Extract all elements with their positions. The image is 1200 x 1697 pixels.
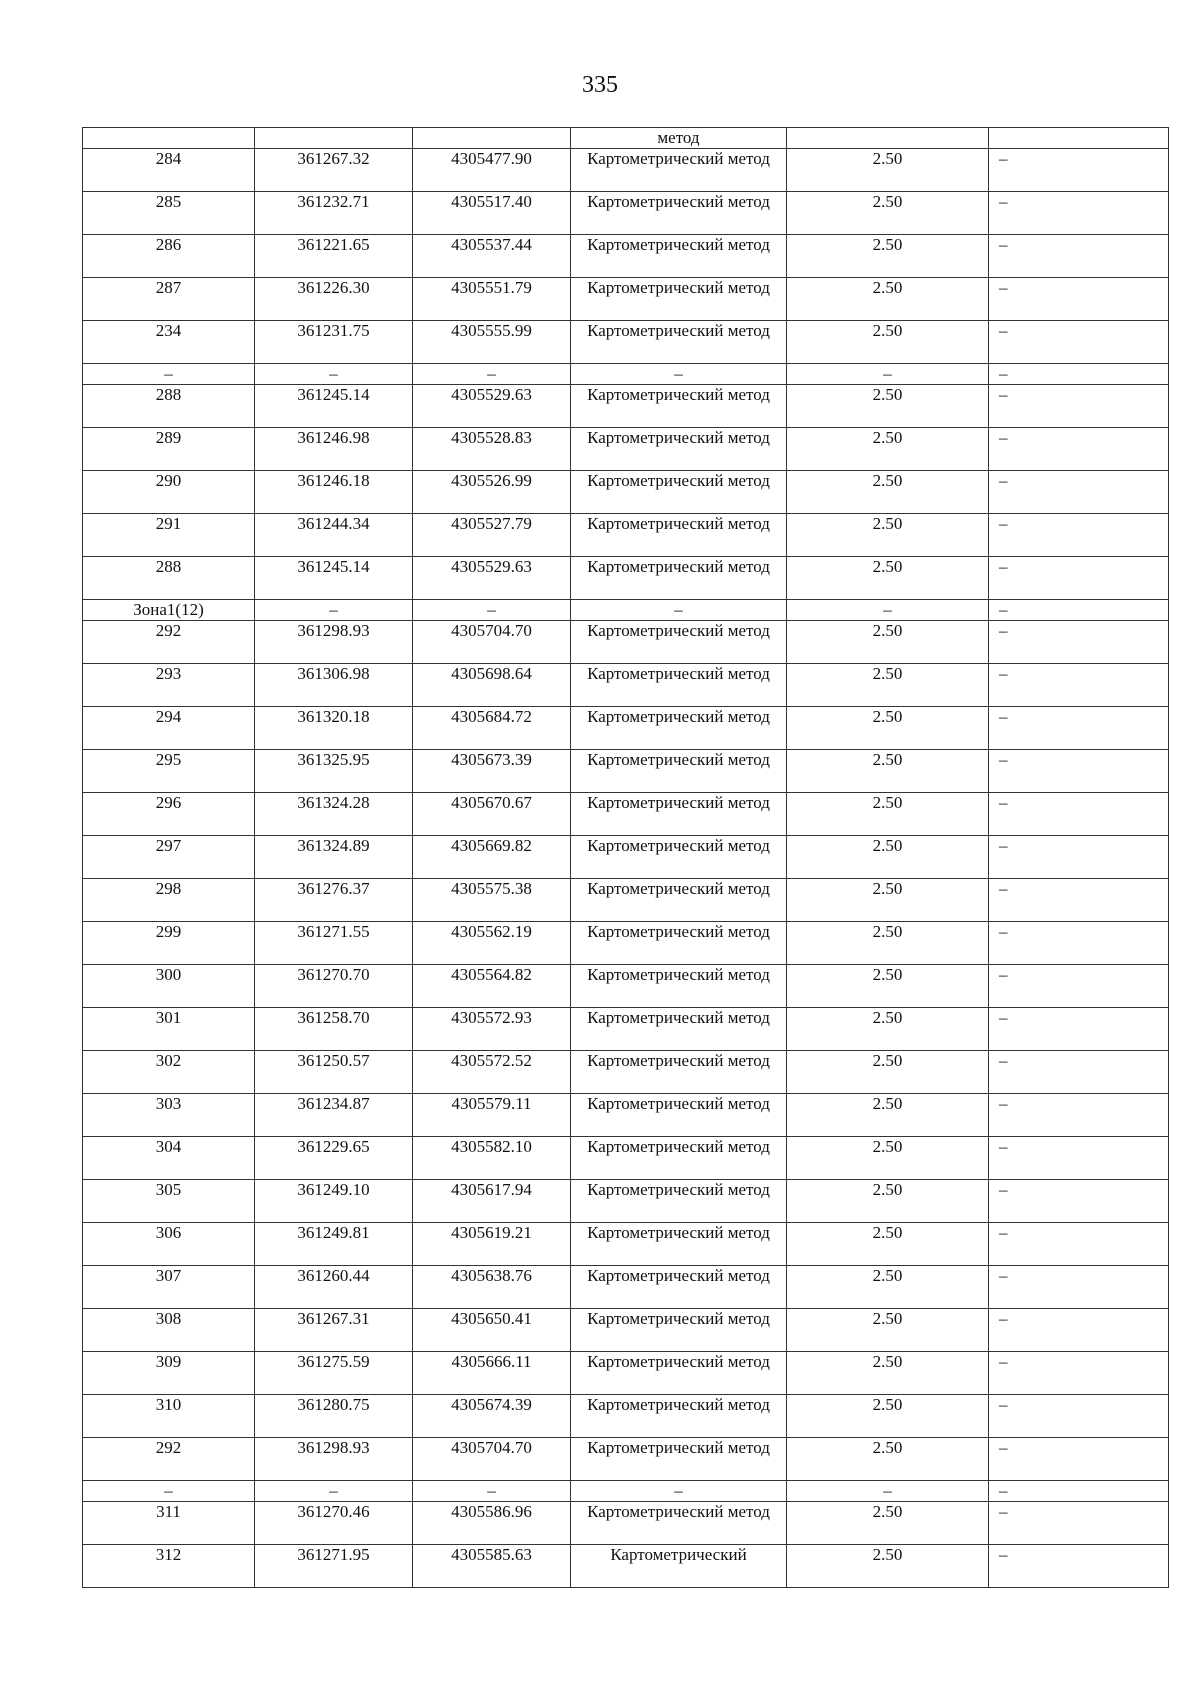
point-number-cell <box>83 128 255 149</box>
x-coordinate-cell: 361258.70 <box>255 1008 413 1051</box>
x-coordinate-cell: 361246.18 <box>255 471 413 514</box>
table-row <box>83 149 1169 192</box>
x-coordinate-cell: 361246.98 <box>255 428 413 471</box>
table-row <box>83 278 1169 321</box>
table-row <box>83 1223 1169 1266</box>
method-cell: Картометрический метод <box>571 1180 787 1223</box>
accuracy-cell: 2.50 <box>787 793 989 836</box>
point-number-cell: 287 <box>83 278 255 321</box>
method-cell: метод <box>571 128 787 149</box>
y-coordinate-cell: – <box>413 1481 571 1502</box>
accuracy-cell: 2.50 <box>787 1094 989 1137</box>
accuracy-cell: 2.50 <box>787 879 989 922</box>
y-coordinate-cell: 4305670.67 <box>413 793 571 836</box>
accuracy-cell: 2.50 <box>787 321 989 364</box>
x-coordinate-cell: 361306.98 <box>255 664 413 707</box>
table-row <box>83 557 1169 600</box>
x-coordinate-cell: 361320.18 <box>255 707 413 750</box>
description-cell: – <box>989 1395 1169 1438</box>
table-row <box>83 514 1169 557</box>
point-number-cell: 303 <box>83 1094 255 1137</box>
y-coordinate-cell: 4305582.10 <box>413 1137 571 1180</box>
method-cell: – <box>571 600 787 621</box>
x-coordinate-cell: 361276.37 <box>255 879 413 922</box>
accuracy-cell: – <box>787 600 989 621</box>
description-cell: – <box>989 1008 1169 1051</box>
y-coordinate-cell: 4305527.79 <box>413 514 571 557</box>
description-cell: – <box>989 836 1169 879</box>
description-cell: – <box>989 385 1169 428</box>
table-row <box>83 128 1169 149</box>
x-coordinate-cell: 361270.46 <box>255 1502 413 1545</box>
method-cell: Картометрический метод <box>571 922 787 965</box>
table-row <box>83 1137 1169 1180</box>
point-number-cell: 298 <box>83 879 255 922</box>
method-cell: Картометрический метод <box>571 385 787 428</box>
accuracy-cell <box>787 128 989 149</box>
table-row <box>83 1438 1169 1481</box>
accuracy-cell: 2.50 <box>787 235 989 278</box>
method-cell: Картометрический метод <box>571 428 787 471</box>
x-coordinate-cell: 361245.14 <box>255 557 413 600</box>
x-coordinate-cell: 361271.55 <box>255 922 413 965</box>
y-coordinate-cell: 4305575.38 <box>413 879 571 922</box>
description-cell: – <box>989 750 1169 793</box>
point-number-cell: 301 <box>83 1008 255 1051</box>
method-cell: Картометрический метод <box>571 1094 787 1137</box>
accuracy-cell: 2.50 <box>787 1545 989 1588</box>
y-coordinate-cell: 4305684.72 <box>413 707 571 750</box>
coordinates-table <box>82 127 1169 1588</box>
method-cell: Картометрический метод <box>571 1309 787 1352</box>
point-number-cell: 310 <box>83 1395 255 1438</box>
point-number-cell: Зона1(12) <box>83 600 255 621</box>
y-coordinate-cell: 4305650.41 <box>413 1309 571 1352</box>
x-coordinate-cell: – <box>255 600 413 621</box>
x-coordinate-cell: 361234.87 <box>255 1094 413 1137</box>
point-number-cell: 300 <box>83 965 255 1008</box>
point-number-cell: 286 <box>83 235 255 278</box>
point-number-cell: 309 <box>83 1352 255 1395</box>
point-number-cell: – <box>83 364 255 385</box>
method-cell: Картометрический метод <box>571 1223 787 1266</box>
description-cell: – <box>989 1223 1169 1266</box>
x-coordinate-cell: 361249.10 <box>255 1180 413 1223</box>
accuracy-cell: 2.50 <box>787 1502 989 1545</box>
method-cell: Картометрический метод <box>571 1051 787 1094</box>
x-coordinate-cell: 361298.93 <box>255 621 413 664</box>
table-row <box>83 1094 1169 1137</box>
point-number-cell: 305 <box>83 1180 255 1223</box>
description-cell: – <box>989 600 1169 621</box>
description-cell: – <box>989 922 1169 965</box>
accuracy-cell: 2.50 <box>787 1309 989 1352</box>
description-cell: – <box>989 514 1169 557</box>
y-coordinate-cell: 4305585.63 <box>413 1545 571 1588</box>
accuracy-cell: 2.50 <box>787 1266 989 1309</box>
y-coordinate-cell <box>413 128 571 149</box>
method-cell: Картометрический метод <box>571 664 787 707</box>
table-row <box>83 1266 1169 1309</box>
description-cell: – <box>989 471 1169 514</box>
accuracy-cell: 2.50 <box>787 1008 989 1051</box>
y-coordinate-cell: 4305562.19 <box>413 922 571 965</box>
x-coordinate-cell: 361244.34 <box>255 514 413 557</box>
x-coordinate-cell: – <box>255 1481 413 1502</box>
table-row <box>83 385 1169 428</box>
y-coordinate-cell: – <box>413 364 571 385</box>
accuracy-cell: – <box>787 364 989 385</box>
point-number-cell: 306 <box>83 1223 255 1266</box>
method-cell: Картометрический метод <box>571 1137 787 1180</box>
point-number-cell: 299 <box>83 922 255 965</box>
accuracy-cell: 2.50 <box>787 836 989 879</box>
x-coordinate-cell: 361324.28 <box>255 793 413 836</box>
description-cell: – <box>989 1137 1169 1180</box>
description-cell: – <box>989 1180 1169 1223</box>
accuracy-cell: 2.50 <box>787 1223 989 1266</box>
x-coordinate-cell: 361229.65 <box>255 1137 413 1180</box>
point-number-cell: 289 <box>83 428 255 471</box>
point-number-cell: 296 <box>83 793 255 836</box>
point-number-cell: 295 <box>83 750 255 793</box>
method-cell: Картометрический метод <box>571 1008 787 1051</box>
description-cell: – <box>989 1309 1169 1352</box>
description-cell: – <box>989 428 1169 471</box>
description-cell: – <box>989 1266 1169 1309</box>
page-number: 335 <box>582 72 618 98</box>
table-row <box>83 836 1169 879</box>
table-row <box>83 664 1169 707</box>
y-coordinate-cell: 4305564.82 <box>413 965 571 1008</box>
table-row <box>83 428 1169 471</box>
accuracy-cell: 2.50 <box>787 514 989 557</box>
x-coordinate-cell: 361325.95 <box>255 750 413 793</box>
table-row <box>83 192 1169 235</box>
accuracy-cell: 2.50 <box>787 664 989 707</box>
x-coordinate-cell: 361275.59 <box>255 1352 413 1395</box>
x-coordinate-cell: 361267.31 <box>255 1309 413 1352</box>
x-coordinate-cell: 361245.14 <box>255 385 413 428</box>
method-cell: Картометрический метод <box>571 1266 787 1309</box>
table-row <box>83 1180 1169 1223</box>
y-coordinate-cell: 4305698.64 <box>413 664 571 707</box>
x-coordinate-cell: 361221.65 <box>255 235 413 278</box>
accuracy-cell: 2.50 <box>787 1137 989 1180</box>
y-coordinate-cell: 4305537.44 <box>413 235 571 278</box>
accuracy-cell: 2.50 <box>787 1180 989 1223</box>
point-number-cell: 312 <box>83 1545 255 1588</box>
accuracy-cell: 2.50 <box>787 922 989 965</box>
description-cell: – <box>989 321 1169 364</box>
description-cell <box>989 128 1169 149</box>
accuracy-cell: 2.50 <box>787 1352 989 1395</box>
table-row <box>83 621 1169 664</box>
table-row <box>83 1481 1169 1502</box>
description-cell: – <box>989 557 1169 600</box>
accuracy-cell: 2.50 <box>787 707 989 750</box>
accuracy-cell: 2.50 <box>787 965 989 1008</box>
table-row <box>83 922 1169 965</box>
y-coordinate-cell: 4305477.90 <box>413 149 571 192</box>
table-row <box>83 1352 1169 1395</box>
point-number-cell: 292 <box>83 621 255 664</box>
table-row <box>83 1502 1169 1545</box>
y-coordinate-cell: 4305579.11 <box>413 1094 571 1137</box>
y-coordinate-cell: 4305666.11 <box>413 1352 571 1395</box>
y-coordinate-cell: 4305586.96 <box>413 1502 571 1545</box>
table-row <box>83 321 1169 364</box>
accuracy-cell: 2.50 <box>787 1438 989 1481</box>
method-cell: Картометрический метод <box>571 1502 787 1545</box>
y-coordinate-cell: 4305517.40 <box>413 192 571 235</box>
accuracy-cell: 2.50 <box>787 1051 989 1094</box>
point-number-cell: 307 <box>83 1266 255 1309</box>
method-cell: Картометрический метод <box>571 879 787 922</box>
method-cell: – <box>571 364 787 385</box>
accuracy-cell: 2.50 <box>787 750 989 793</box>
x-coordinate-cell: 361267.32 <box>255 149 413 192</box>
table-row <box>83 1309 1169 1352</box>
coordinates-table-body <box>83 128 1169 1588</box>
method-cell: Картометрический метод <box>571 471 787 514</box>
point-number-cell: – <box>83 1481 255 1502</box>
description-cell: – <box>989 1352 1169 1395</box>
method-cell: Картометрический метод <box>571 1438 787 1481</box>
description-cell: – <box>989 621 1169 664</box>
y-coordinate-cell: 4305674.39 <box>413 1395 571 1438</box>
x-coordinate-cell: 361270.70 <box>255 965 413 1008</box>
description-cell: – <box>989 364 1169 385</box>
x-coordinate-cell: 361271.95 <box>255 1545 413 1588</box>
y-coordinate-cell: 4305638.76 <box>413 1266 571 1309</box>
description-cell: – <box>989 879 1169 922</box>
table-row <box>83 707 1169 750</box>
y-coordinate-cell: 4305555.99 <box>413 321 571 364</box>
y-coordinate-cell: 4305526.99 <box>413 471 571 514</box>
description-cell: – <box>989 793 1169 836</box>
y-coordinate-cell: 4305572.93 <box>413 1008 571 1051</box>
x-coordinate-cell: 361260.44 <box>255 1266 413 1309</box>
y-coordinate-cell: 4305617.94 <box>413 1180 571 1223</box>
method-cell: Картометрический метод <box>571 557 787 600</box>
description-cell: – <box>989 235 1169 278</box>
point-number-cell: 284 <box>83 149 255 192</box>
description-cell: – <box>989 1094 1169 1137</box>
x-coordinate-cell: 361226.30 <box>255 278 413 321</box>
table-row <box>83 793 1169 836</box>
method-cell: Картометрический метод <box>571 793 787 836</box>
table-row <box>83 965 1169 1008</box>
accuracy-cell: – <box>787 1481 989 1502</box>
description-cell: – <box>989 278 1169 321</box>
method-cell: Картометрический метод <box>571 1352 787 1395</box>
point-number-cell: 294 <box>83 707 255 750</box>
y-coordinate-cell: 4305529.63 <box>413 385 571 428</box>
accuracy-cell: 2.50 <box>787 278 989 321</box>
method-cell: Картометрический метод <box>571 192 787 235</box>
accuracy-cell: 2.50 <box>787 192 989 235</box>
point-number-cell: 297 <box>83 836 255 879</box>
method-cell: Картометрический метод <box>571 278 787 321</box>
table-row <box>83 364 1169 385</box>
y-coordinate-cell: – <box>413 600 571 621</box>
y-coordinate-cell: 4305528.83 <box>413 428 571 471</box>
point-number-cell: 285 <box>83 192 255 235</box>
point-number-cell: 288 <box>83 385 255 428</box>
point-number-cell: 308 <box>83 1309 255 1352</box>
description-cell: – <box>989 707 1169 750</box>
point-number-cell: 234 <box>83 321 255 364</box>
x-coordinate-cell: 361324.89 <box>255 836 413 879</box>
y-coordinate-cell: 4305673.39 <box>413 750 571 793</box>
point-number-cell: 302 <box>83 1051 255 1094</box>
table-row <box>83 1051 1169 1094</box>
point-number-cell: 291 <box>83 514 255 557</box>
accuracy-cell: 2.50 <box>787 471 989 514</box>
table-row <box>83 879 1169 922</box>
table-row <box>83 1545 1169 1588</box>
method-cell: Картометрический метод <box>571 1395 787 1438</box>
x-coordinate-cell: 361249.81 <box>255 1223 413 1266</box>
accuracy-cell: 2.50 <box>787 385 989 428</box>
x-coordinate-cell: 361250.57 <box>255 1051 413 1094</box>
accuracy-cell: 2.50 <box>787 1395 989 1438</box>
table-row <box>83 1395 1169 1438</box>
description-cell: – <box>989 664 1169 707</box>
method-cell: Картометрический метод <box>571 750 787 793</box>
accuracy-cell: 2.50 <box>787 149 989 192</box>
method-cell: Картометрический метод <box>571 707 787 750</box>
table-row <box>83 1008 1169 1051</box>
accuracy-cell: 2.50 <box>787 621 989 664</box>
description-cell: – <box>989 1051 1169 1094</box>
description-cell: – <box>989 192 1169 235</box>
y-coordinate-cell: 4305704.70 <box>413 1438 571 1481</box>
description-cell: – <box>989 1502 1169 1545</box>
method-cell: Картометрический метод <box>571 235 787 278</box>
y-coordinate-cell: 4305551.79 <box>413 278 571 321</box>
y-coordinate-cell: 4305669.82 <box>413 836 571 879</box>
method-cell: Картометрический метод <box>571 965 787 1008</box>
method-cell: Картометрический метод <box>571 514 787 557</box>
x-coordinate-cell <box>255 128 413 149</box>
description-cell: – <box>989 1481 1169 1502</box>
method-cell: Картометрический <box>571 1545 787 1588</box>
method-cell: Картометрический метод <box>571 149 787 192</box>
table-row <box>83 471 1169 514</box>
description-cell: – <box>989 1438 1169 1481</box>
point-number-cell: 292 <box>83 1438 255 1481</box>
description-cell: – <box>989 965 1169 1008</box>
method-cell: Картометрический метод <box>571 621 787 664</box>
point-number-cell: 304 <box>83 1137 255 1180</box>
y-coordinate-cell: 4305704.70 <box>413 621 571 664</box>
accuracy-cell: 2.50 <box>787 428 989 471</box>
method-cell: Картометрический метод <box>571 836 787 879</box>
x-coordinate-cell: 361232.71 <box>255 192 413 235</box>
description-cell: – <box>989 149 1169 192</box>
table-row <box>83 235 1169 278</box>
x-coordinate-cell: – <box>255 364 413 385</box>
x-coordinate-cell: 361280.75 <box>255 1395 413 1438</box>
accuracy-cell: 2.50 <box>787 557 989 600</box>
table-row <box>83 750 1169 793</box>
y-coordinate-cell: 4305529.63 <box>413 557 571 600</box>
y-coordinate-cell: 4305572.52 <box>413 1051 571 1094</box>
x-coordinate-cell: 361231.75 <box>255 321 413 364</box>
point-number-cell: 311 <box>83 1502 255 1545</box>
description-cell: – <box>989 1545 1169 1588</box>
point-number-cell: 293 <box>83 664 255 707</box>
table-row <box>83 600 1169 621</box>
point-number-cell: 290 <box>83 471 255 514</box>
point-number-cell: 288 <box>83 557 255 600</box>
method-cell: Картометрический метод <box>571 321 787 364</box>
x-coordinate-cell: 361298.93 <box>255 1438 413 1481</box>
y-coordinate-cell: 4305619.21 <box>413 1223 571 1266</box>
method-cell: – <box>571 1481 787 1502</box>
